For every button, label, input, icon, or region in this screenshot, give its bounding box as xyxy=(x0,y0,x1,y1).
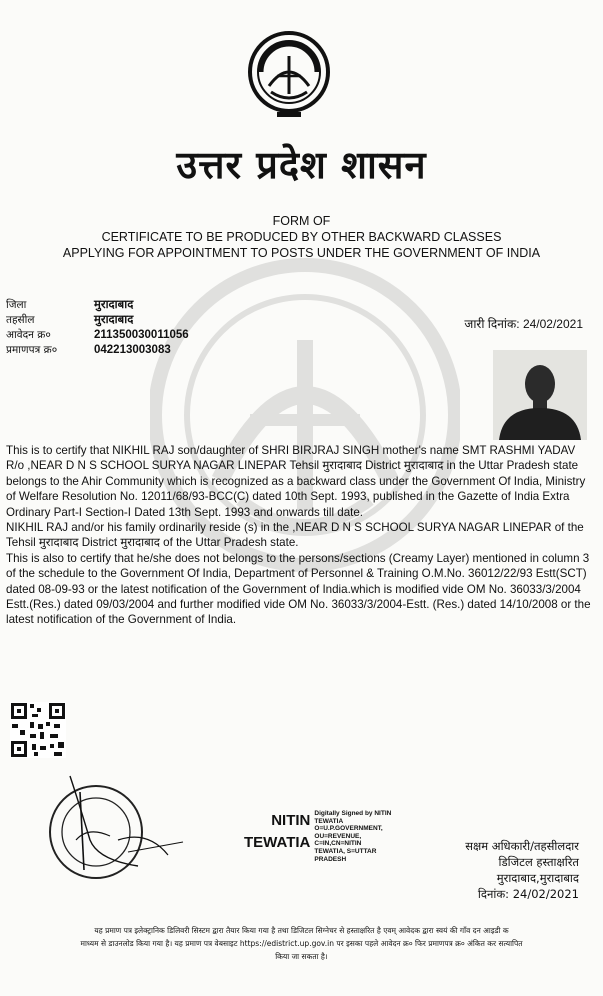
certificate-number: 042213003083 xyxy=(94,344,171,356)
signature-detail-line: OU=REVENUE, xyxy=(314,832,362,840)
application-row xyxy=(6,328,189,343)
form-heading xyxy=(0,213,603,261)
issue-date-value: 24/02/2021 xyxy=(522,317,583,331)
signer-name-line-2: TEWATIA xyxy=(244,834,311,851)
signature-details xyxy=(314,810,392,863)
certificate-number-row xyxy=(6,343,189,358)
officer-date xyxy=(465,886,579,902)
signature-detail-line: C=IN,CN=NITIN xyxy=(314,840,362,848)
signature-detail-line: O=U.P.GOVERNMENT, xyxy=(314,825,383,833)
state-government-title: उत्तर प्रदेश शासन xyxy=(176,143,427,187)
residence-paragraph: NIKHIL RAJ and/or his family ordinarily reside (s) in the ,NEAR D N S SCHOOL SURYA NAGAR LINEPAR of the Tehsil मुरादाबाद District मुरादाबाद of the Uttar Pradesh state. xyxy=(6,521,584,550)
certificate-number-label: प्रमाणपत्र क्र० xyxy=(6,344,58,356)
signature-detail-line: PRADESH xyxy=(314,855,347,863)
footer-line-3: किया जा सकता है। xyxy=(275,952,328,961)
officer-date-label: दिनांक: xyxy=(477,887,510,901)
application-label: आवेदन क्र० xyxy=(6,329,51,341)
signer-name xyxy=(244,810,310,854)
district-value: मुरादाबाद xyxy=(94,299,134,311)
officer-designation: सक्षम अधिकारी/तहसीलदार xyxy=(465,839,579,853)
district-row xyxy=(6,298,189,313)
signer-name-line-1: NITIN xyxy=(271,812,311,829)
applicant-photo xyxy=(493,350,587,440)
certification-paragraph: This is to certify that NIKHIL RAJ son/daughter of SHRI BIRJRAJ SINGH mother's name SMT RASHMI YADAV R/o ,NEAR D N S SCHOOL SURYA NAGAR LINEPAR Tehsil मुरादाबाद District मुरादाबाद in the Uttar Pradesh state belongs to the Ahir Community which is recognized as a backward class under the Government Of India, Ministry of Welfare Resolution No. 12011/68/93-BCC(C) dated 10th Sept. 1993, published in the Gazette of India Extra Ordinary Part-I Section-I Dated 13th Sept. 1993 and onwards till date. xyxy=(6,444,586,519)
digital-signature-block xyxy=(244,810,392,863)
officer-place: मुरादाबाद,मुरादाबाद xyxy=(496,871,579,885)
form-of-label: FORM OF xyxy=(272,214,331,228)
creamy-layer-paragraph: This is also to certify that he/she does not belongs to the persons/sections (Creamy Layer) mentioned in column 3 of the schedule to the Government Of India, Department of Personnel & Training O.M.No. 36012/22/93 Estt(SCT) dated 08-09-93 or the latest notification of the Government of India.which is modified vide OM No. 36033/3/2004 Estt.(Res.) dated 09/03/2004 and further modified vide OM No. 36033/3/2004-Estt. (Res.) dated 14/10/2008 or the latest notification of the Government of India. xyxy=(6,551,591,627)
form-heading-line-1: CERTIFICATE TO BE PRODUCED BY OTHER BACKWARD CLASSES xyxy=(101,230,502,244)
certificate-body xyxy=(6,443,594,628)
footer-note xyxy=(0,924,603,963)
tehsil-label: तहसील xyxy=(6,314,35,326)
signature-detail-line: TEWATIA xyxy=(314,817,344,825)
qr-code xyxy=(10,702,66,758)
officer-date-value: 24/02/2021 xyxy=(512,887,579,901)
issuing-officer-block xyxy=(465,838,579,902)
tehsil-row xyxy=(6,313,189,328)
footer-line-1: यह प्रमाण पत्र इलेक्ट्रानिक डिलिवरी सिस्टम द्वारा तैयार किया गया है तथा डिजिटल सिग्नेचर से हस्ताक्षरित है एवम् आवेदक द्वारा स्वयं की गाँव दन आइडी क xyxy=(94,926,509,935)
footer-line-2: माध्यम से डाउनलोड किया गया है। यह प्रमाण पत्र वेबसाइट https://edistrict.up.gov.in पर इसका पहले आवेदन क्र० फिर प्रमाणपत्र क्र० अंकित कर सत्यापित xyxy=(80,939,523,948)
issue-date xyxy=(464,315,583,332)
issue-date-label: जारी दिनांक: xyxy=(464,317,520,331)
application-number: 211350030011056 xyxy=(94,329,189,341)
form-heading-line-2: APPLYING FOR APPOINTMENT TO POSTS UNDER THE GOVERNMENT OF INDIA xyxy=(62,246,541,260)
up-government-emblem-icon xyxy=(247,28,331,120)
district-label: जिला xyxy=(6,299,27,311)
office-seal-stamp xyxy=(18,770,188,880)
signature-detail-line: TEWATIA, S=UTTAR xyxy=(314,847,377,855)
tehsil-value: मुरादाबाद xyxy=(94,314,134,326)
certificate-meta xyxy=(6,298,189,358)
signature-detail-line: Digitally Signed by NITIN xyxy=(314,810,392,817)
digitally-signed-note: डिजिटल हस्ताक्षरित xyxy=(498,855,579,869)
